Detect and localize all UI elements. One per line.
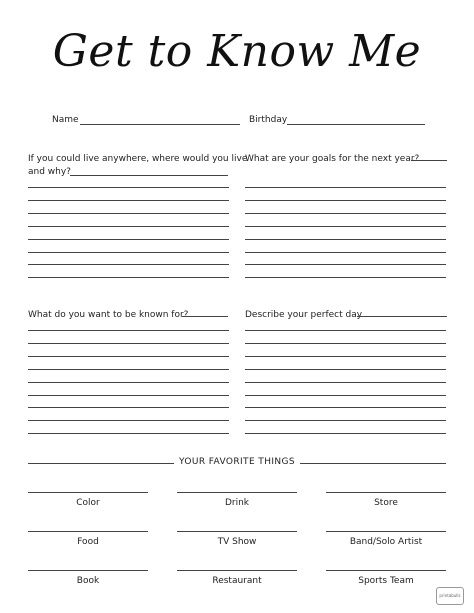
answer-line[interactable] <box>28 407 229 408</box>
answer-line[interactable] <box>245 264 446 265</box>
favorite-label-tv-show: TV Show <box>217 537 257 547</box>
answer-line-perfect-day[interactable] <box>357 316 447 317</box>
answer-line[interactable] <box>28 330 229 331</box>
name-label: Name <box>52 115 79 125</box>
page-title: Get to Know Me <box>52 26 422 77</box>
answer-line[interactable] <box>245 420 446 421</box>
favorite-line-food[interactable] <box>28 531 148 532</box>
answer-line[interactable] <box>245 200 446 201</box>
question-live-anywhere-line2: and why? <box>28 167 71 177</box>
favorite-label-band: Band/Solo Artist <box>349 537 423 547</box>
favorite-label-store: Store <box>374 498 398 508</box>
favorite-line-band[interactable] <box>326 531 446 532</box>
answer-line[interactable] <box>245 213 446 214</box>
question-goals: What are your goals for the next year? <box>245 154 420 164</box>
answer-line[interactable] <box>28 369 229 370</box>
favorite-line-restaurant[interactable] <box>177 570 297 571</box>
favorite-line-color[interactable] <box>28 492 148 493</box>
answer-line[interactable] <box>245 382 446 383</box>
answer-line[interactable] <box>245 395 446 396</box>
answer-line[interactable] <box>28 187 229 188</box>
favorites-heading: YOUR FAVORITE THINGS <box>178 457 296 467</box>
answer-line-live-anywhere[interactable] <box>70 175 228 176</box>
answer-line[interactable] <box>245 369 446 370</box>
answer-line[interactable] <box>28 264 229 265</box>
birthday-field-line[interactable] <box>287 124 425 125</box>
answer-line[interactable] <box>28 395 229 396</box>
favorite-label-sports-team: Sports Team <box>358 576 414 586</box>
answer-line[interactable] <box>28 226 229 227</box>
favorite-label-drink: Drink <box>224 498 250 508</box>
printabulls-logo: printabulls <box>436 587 464 605</box>
answer-line[interactable] <box>28 382 229 383</box>
favorite-line-drink[interactable] <box>177 492 297 493</box>
answer-line[interactable] <box>245 407 446 408</box>
answer-line[interactable] <box>245 433 446 434</box>
answer-line[interactable] <box>28 356 229 357</box>
answer-line[interactable] <box>28 277 229 278</box>
favorite-label-book: Book <box>76 576 100 586</box>
name-field-line[interactable] <box>80 124 240 125</box>
answer-line[interactable] <box>28 433 229 434</box>
question-live-anywhere-line1: If you could live anywhere, where would you live <box>28 154 248 164</box>
birthday-label: Birthday <box>249 115 288 125</box>
answer-line[interactable] <box>28 213 229 214</box>
answer-line[interactable] <box>28 343 229 344</box>
answer-line[interactable] <box>245 187 446 188</box>
favorites-divider-right <box>300 463 446 464</box>
answer-line[interactable] <box>245 252 446 253</box>
answer-line-known-for[interactable] <box>182 316 228 317</box>
answer-line[interactable] <box>28 252 229 253</box>
answer-line[interactable] <box>245 356 446 357</box>
favorite-label-restaurant: Restaurant <box>212 576 262 586</box>
answer-line-goals[interactable] <box>411 160 447 161</box>
question-known-for: What do you want to be known for? <box>28 310 189 320</box>
answer-line[interactable] <box>28 420 229 421</box>
answer-line[interactable] <box>28 200 229 201</box>
question-perfect-day: Describe your perfect day <box>245 310 363 320</box>
favorite-line-tv-show[interactable] <box>177 531 297 532</box>
favorite-line-book[interactable] <box>28 570 148 571</box>
favorite-line-sports-team[interactable] <box>326 570 446 571</box>
answer-line[interactable] <box>245 330 446 331</box>
favorite-label-food: Food <box>77 537 99 547</box>
answer-line[interactable] <box>28 239 229 240</box>
favorite-label-color: Color <box>76 498 100 508</box>
answer-line[interactable] <box>245 343 446 344</box>
answer-line[interactable] <box>245 277 446 278</box>
answer-line[interactable] <box>245 226 446 227</box>
answer-line[interactable] <box>245 239 446 240</box>
favorite-line-store[interactable] <box>326 492 446 493</box>
